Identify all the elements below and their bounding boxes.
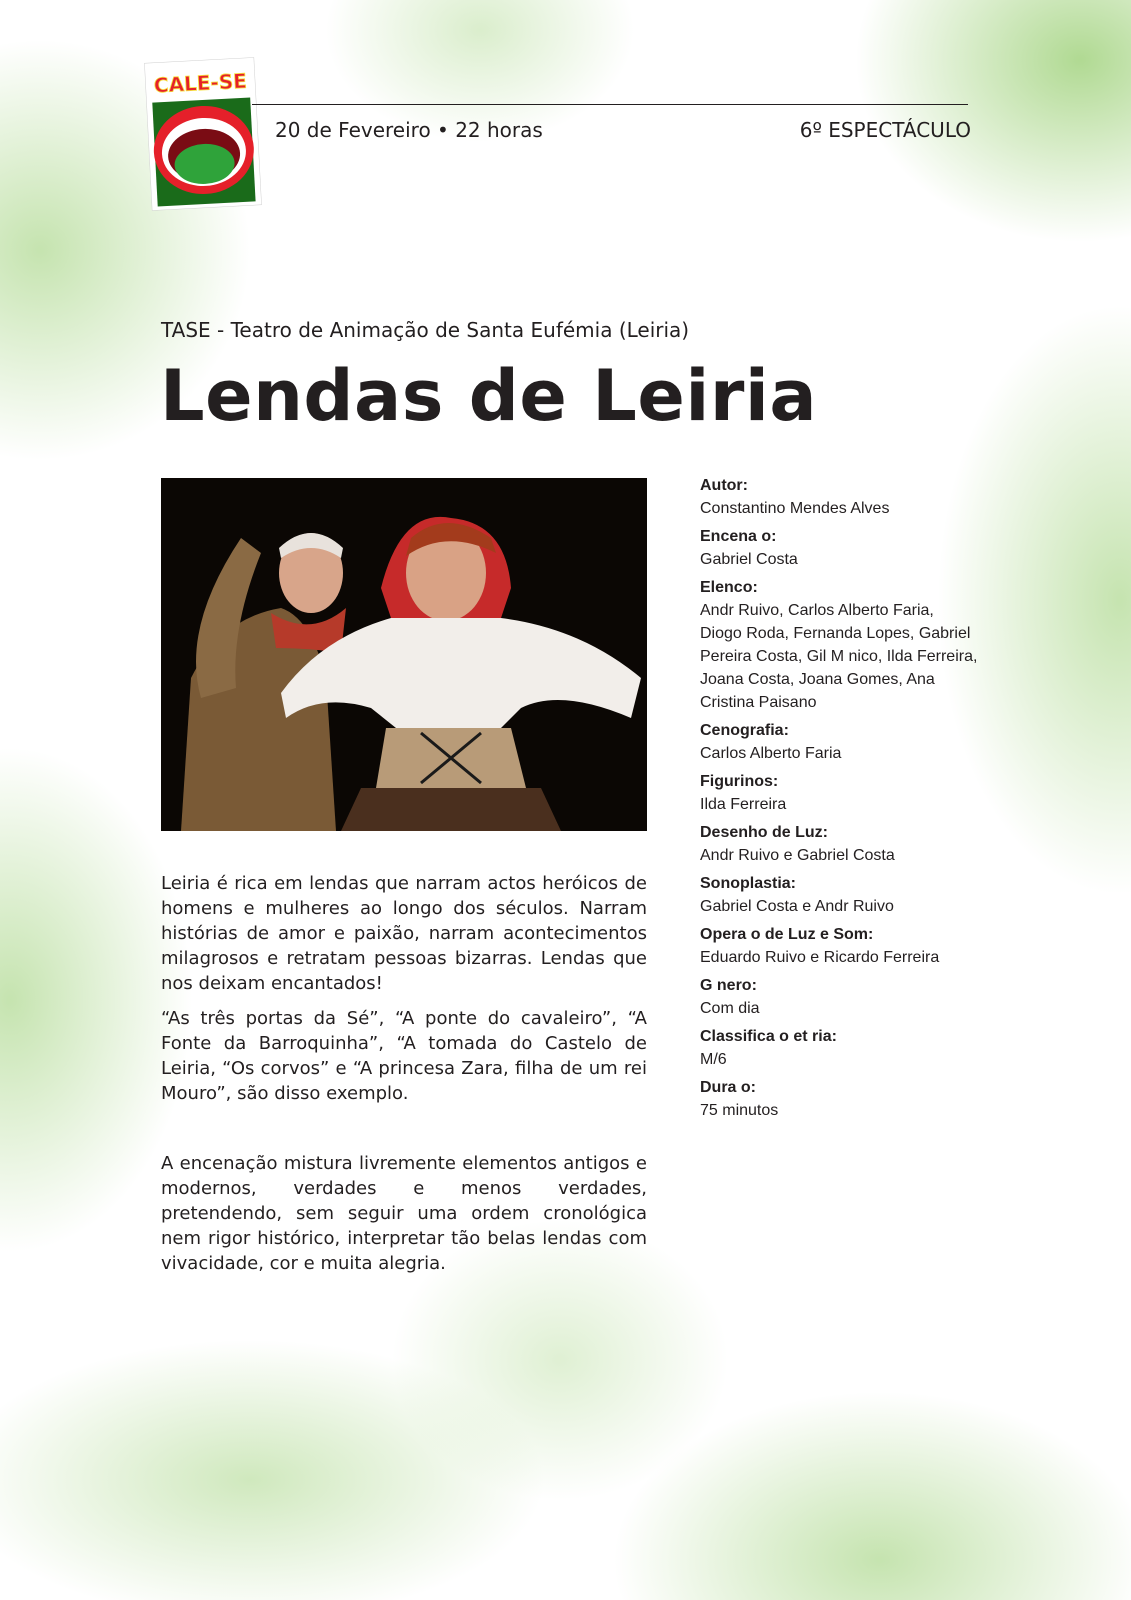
credit-lighting-design bbox=[700, 821, 980, 867]
credit-age-rating bbox=[700, 1025, 980, 1071]
credit-label: Dura o: bbox=[700, 1079, 756, 1096]
festival-logo bbox=[144, 57, 262, 211]
credit-value: 75 minutos bbox=[700, 1102, 779, 1119]
credit-label: Elenco: bbox=[700, 579, 758, 596]
credit-set-design bbox=[700, 719, 980, 765]
credit-costumes bbox=[700, 770, 980, 816]
play-title: Lendas de Leiria bbox=[160, 355, 818, 437]
credit-value: Carlos Alberto Faria bbox=[700, 745, 842, 762]
credit-value: Eduardo Ruivo e Ricardo Ferreira bbox=[700, 949, 940, 966]
credit-value: Constantino Mendes Alves bbox=[700, 500, 890, 517]
description-paragraph-3: A encenação mistura livremente elementos antigos e modernos, verdades e menos verdades, pretendendo, sem seguir uma ordem cronológica nem rigor histórico, interpretar tão belas lendas com vivacidade, cor e muita alegria. bbox=[161, 1153, 647, 1274]
credit-label: Cenografia: bbox=[700, 722, 789, 739]
credits-list bbox=[700, 474, 980, 1127]
event-date: 20 de Fevereiro • 22 horas bbox=[275, 118, 543, 142]
company-name: TASE - Teatro de Animação de Santa Eufémia (Leiria) bbox=[161, 318, 690, 342]
credit-value: Gabriel Costa e Andr Ruivo bbox=[700, 898, 894, 915]
credit-label: Encena o: bbox=[700, 528, 777, 545]
credit-label: Opera o de Luz e Som: bbox=[700, 926, 874, 943]
show-number: 6º ESPECTÁCULO bbox=[799, 118, 971, 142]
credit-value: M/6 bbox=[700, 1051, 727, 1068]
description-paragraph-1: Leiria é rica em lendas que narram actos heróicos de homens e mulheres ao longo dos séculos. Narram histórias de amor e paixão, narram acontecimentos milagrosos e retratam pessoas bizarras. Lendas que nos deixam encantados! bbox=[161, 873, 647, 994]
header-rule bbox=[252, 104, 968, 105]
credit-label: Sonoplastia: bbox=[700, 875, 797, 892]
credit-label: Autor: bbox=[700, 477, 748, 494]
description-paragraph-2: “As três portas da Sé”, “A ponte do cavaleiro”, “A Fonte da Barroquinha”, “A tomada do Castelo de Leiria, “Os corvos” e “A princesa Zara, filha de um rei Mouro”, são disso exemplo. bbox=[161, 1008, 647, 1104]
credit-duration bbox=[700, 1076, 980, 1122]
credit-sound bbox=[700, 872, 980, 918]
credit-label: G nero: bbox=[700, 977, 757, 994]
credit-genre bbox=[700, 974, 980, 1020]
credit-author bbox=[700, 474, 980, 520]
credit-value: Gabriel Costa bbox=[700, 551, 798, 568]
credit-cast bbox=[700, 576, 980, 714]
credit-value: Com dia bbox=[700, 1000, 760, 1017]
credit-operation bbox=[700, 923, 980, 969]
stage-photo bbox=[161, 478, 647, 831]
credit-label: Classifica o et ria: bbox=[700, 1028, 837, 1045]
credit-value: Ilda Ferreira bbox=[700, 796, 787, 813]
svg-text:CALE-SE: CALE-SE bbox=[153, 68, 248, 98]
credit-value: Andr Ruivo e Gabriel Costa bbox=[700, 847, 895, 864]
credit-label: Figurinos: bbox=[700, 773, 779, 790]
credit-direction bbox=[700, 525, 980, 571]
credit-value: Andr Ruivo, Carlos Alberto Faria, Diogo Roda, Fernanda Lopes, Gabriel Pereira Costa, Gil M nico, Ilda Ferreira, Joana Costa, Joana Gomes, Ana Cristina Paisano bbox=[700, 602, 978, 711]
credit-label: Desenho de Luz: bbox=[700, 824, 829, 841]
